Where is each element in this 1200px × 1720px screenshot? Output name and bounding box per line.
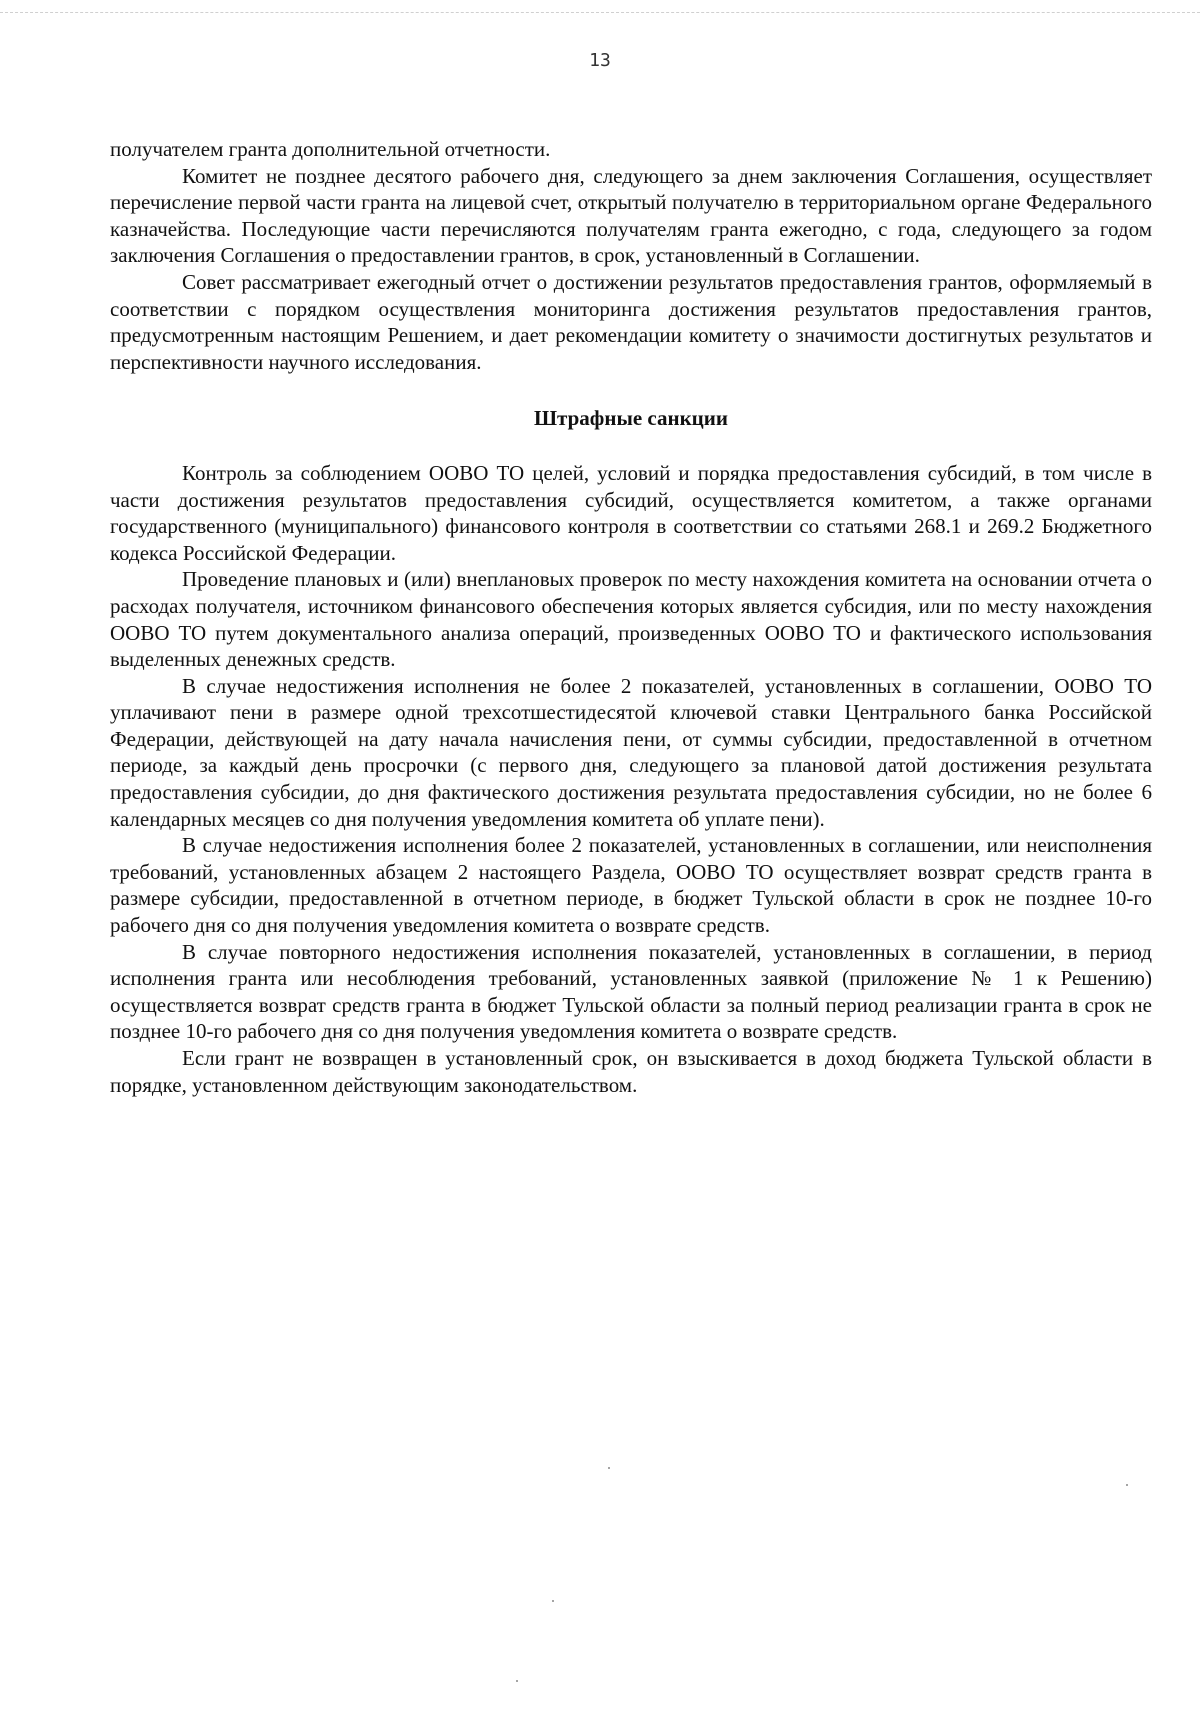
document-body [110,136,1152,1098]
scan-speck [608,1467,610,1469]
scan-edge-line [0,12,1200,13]
paragraph-control: Контроль за соблюдением ООВО ТО целей, условий и порядка предоставления субсидий, в том числе в части достижения результатов предоставления субсидий, осуществляется комитетом, а также органами государственного (муниципального) финансового контроля в соответствии со статьями 268.1 и 269.2 Бюджетного кодекса Российской Федерации. [110,460,1152,565]
scan-speck [552,1600,554,1602]
section-heading: Штрафные санкции [534,406,728,431]
paragraph-inspections: Проведение плановых и (или) внеплановых проверок по месту нахождения комитета на основании отчета о расходах получателя, источником финансового обеспечения которых является субсидия, или по месту нахождения ООВО ТО путем документального анализа операций, произведенных ООВО ТО и фактического использования выделенных денежных средств. [110,567,1152,672]
paragraph-penalty: В случае недостижения исполнения не более 2 показателей, установленных в соглашении, ООВО ТО уплачивают пени в размере одной трехсотшестидесятой ключевой ставки Центрального банка Российской Федерации, действующей на дату начала начисления пени, от суммы субсидии, предоставленной в отчетном периоде, за каждый день просрочки (с первого дня, следующего за плановой датой достижения результата предоставления субсидии, до дня фактического достижения результата предоставления субсидии, но не более 6 календарных месяцев со дня получения уведомления комитета об уплате пени). [110,673,1152,831]
paragraph-continuation: получателем гранта дополнительной отчетности. [110,137,551,161]
scan-speck [516,1680,518,1682]
paragraph-grant-transfer: Комитет не позднее десятого рабочего дня, следующего за днем заключения Соглашения, осуществляет перечисление первой части гранта на лицевой счет, открытый получателю в территориальном органе Федерального казначейства. Последующие части перечисляются получателям гранта ежегодно, с года, следующего за годом заключения Соглашения о предоставлении грантов, в срок, установленный в Соглашении. [110,163,1152,268]
page-number: 13 [589,50,611,71]
scan-speck [1126,1484,1128,1486]
paragraph-recovery: Если грант не возвращен в установленный срок, он взыскивается в доход бюджета Тульской области в порядке, установленном действующим законодательством. [110,1046,1152,1097]
paragraph-council-report: Совет рассматривает ежегодный отчет о достижении результатов предоставления грантов, оформляемый в соответствии с порядком осуществления мониторинга достижения результатов предоставления грантов, предусмотренным настоящим Решением, и дает рекомендации комитету о значимости достигнутых результатов и перспективности научного исследования. [110,269,1152,374]
paragraph-refund: В случае недостижения исполнения более 2 показателей, установленных в соглашении, или неисполнения требований, установленных абзацем 2 настоящего Раздела, ООВО ТО осуществляет возврат средств гранта в размере субсидии, предоставленной в отчетном периоде, в бюджет Тульской области в срок не позднее 10-го рабочего дня со дня получения уведомления комитета о возврате средств. [110,833,1152,938]
paragraph-repeated-refund: В случае повторного недостижения исполнения показателей, установленных в соглашении, в период исполнения гранта или несоблюдения требований, установленных заявкой (приложение № 1 к Решению) осуществляется возврат средств гранта в бюджет Тульской области за полный период реализации гранта в срок не позднее 10-го рабочего дня со дня получения уведомления комитета о возврате средств. [110,939,1152,1044]
